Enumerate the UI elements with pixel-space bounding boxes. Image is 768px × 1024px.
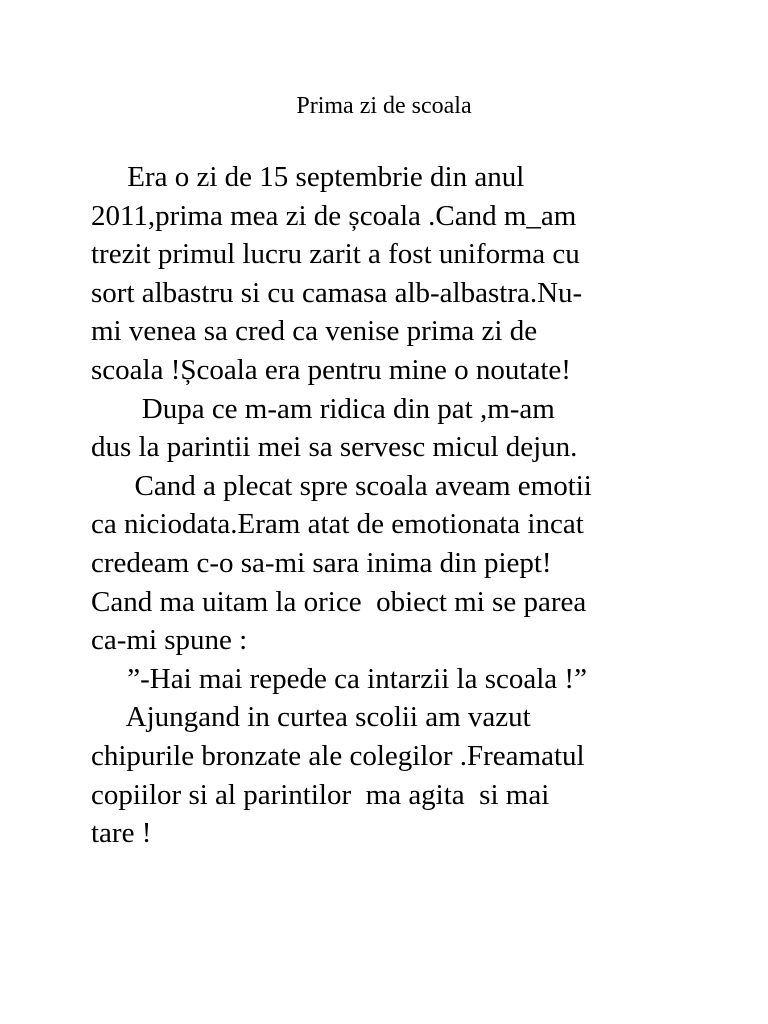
text-line: scoala !Școala era pentru mine o noutate! <box>91 353 571 386</box>
text-line: ”-Hai mai repede ca intarzii la scoala !” <box>91 662 587 695</box>
text-line: Era o zi de 15 septembrie din anul <box>91 161 525 193</box>
text-line: Cand a plecat spre scoala aveam emotii <box>91 469 592 502</box>
text-line: Ajungand in curtea scolii am vazut <box>91 701 531 734</box>
text-line: 2011,prima mea zi de școala .Cand m_am <box>91 199 577 232</box>
text-line: credeam c-o sa-mi sara inima din piept! <box>91 546 552 579</box>
text-line: mi venea sa cred ca venise prima zi de <box>91 315 538 348</box>
text-line: tare ! <box>91 817 152 850</box>
text-line: Cand ma uitam la orice obiect mi se parea <box>91 585 587 618</box>
text-line: ca-mi spune : <box>91 624 248 657</box>
essay-body <box>91 158 691 853</box>
text-line: dus la parintii mei sa servesc micul dejun. <box>91 431 578 464</box>
text-line: ca niciodata.Eram atat de emotionata incat <box>91 508 584 541</box>
text-line: Dupa ce m-am ridica din pat ,m-am <box>91 392 555 425</box>
text-line: sort albastru si cu camasa alb-albastra.Nu- <box>91 276 583 309</box>
text-line: copiilor si al parintilor ma agita si mai <box>91 778 550 811</box>
text-line: chipurile bronzate ale colegilor .Freamatul <box>91 739 585 772</box>
text-line: trezit primul lucru zarit a fost uniforma cu <box>91 238 580 271</box>
page-title: Prima zi de scoala <box>296 93 472 119</box>
